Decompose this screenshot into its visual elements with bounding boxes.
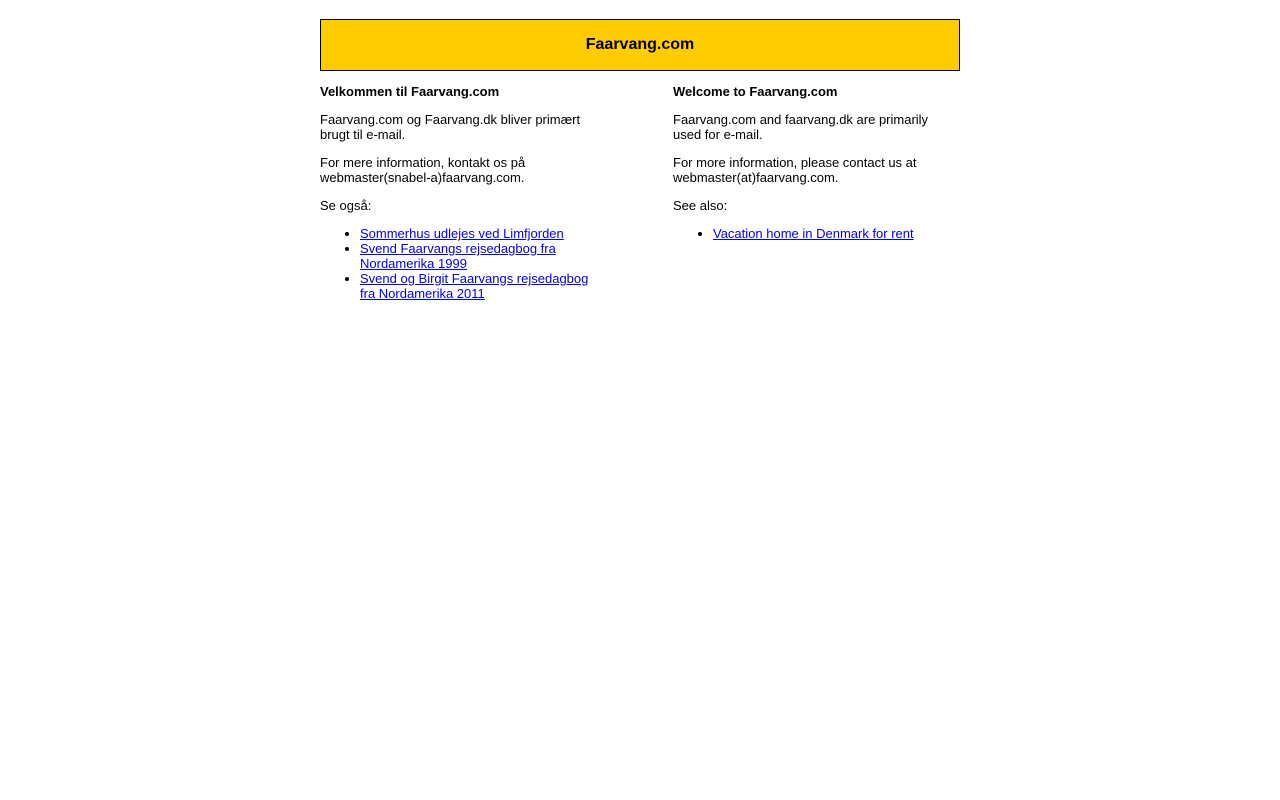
site-banner	[320, 19, 960, 71]
list-item	[360, 271, 595, 301]
page-container	[320, 19, 960, 301]
link-travel-diary-2011[interactable]: Svend og Birgit Faarvangs rejsedagbog fra Nordamerika 2011	[360, 271, 589, 301]
english-contact: For more information, please contact us at webmaster(at)faarvang.com.	[673, 155, 917, 185]
english-link-list	[673, 226, 943, 241]
english-heading: Welcome to Faarvang.com	[673, 84, 838, 99]
link-vacation-home[interactable]: Vacation home in Denmark for rent	[713, 226, 914, 241]
danish-see-also-label: Se også:	[320, 198, 372, 213]
link-travel-diary-1999[interactable]: Svend Faarvangs rejsedagbog fra Nordamerika 1999	[360, 241, 556, 271]
danish-contact: For mere information, kontakt os på webmaster(snabel-a)faarvang.com.	[320, 155, 526, 185]
list-item	[360, 241, 595, 271]
danish-intro: Faarvang.com og Faarvang.dk bliver primært brugt til e-mail.	[320, 112, 581, 142]
list-item	[713, 226, 943, 241]
english-column	[673, 71, 943, 241]
english-see-also-label: See also:	[673, 198, 728, 213]
list-item	[360, 226, 595, 241]
danish-link-list	[320, 226, 595, 301]
site-title: Faarvang.com	[585, 36, 695, 53]
link-summer-house[interactable]: Sommerhus udlejes ved Limfjorden	[360, 226, 564, 241]
danish-column	[320, 71, 595, 301]
english-intro: Faarvang.com and faarvang.dk are primarily used for e-mail.	[673, 112, 929, 142]
danish-heading: Velkommen til Faarvang.com	[320, 84, 500, 99]
